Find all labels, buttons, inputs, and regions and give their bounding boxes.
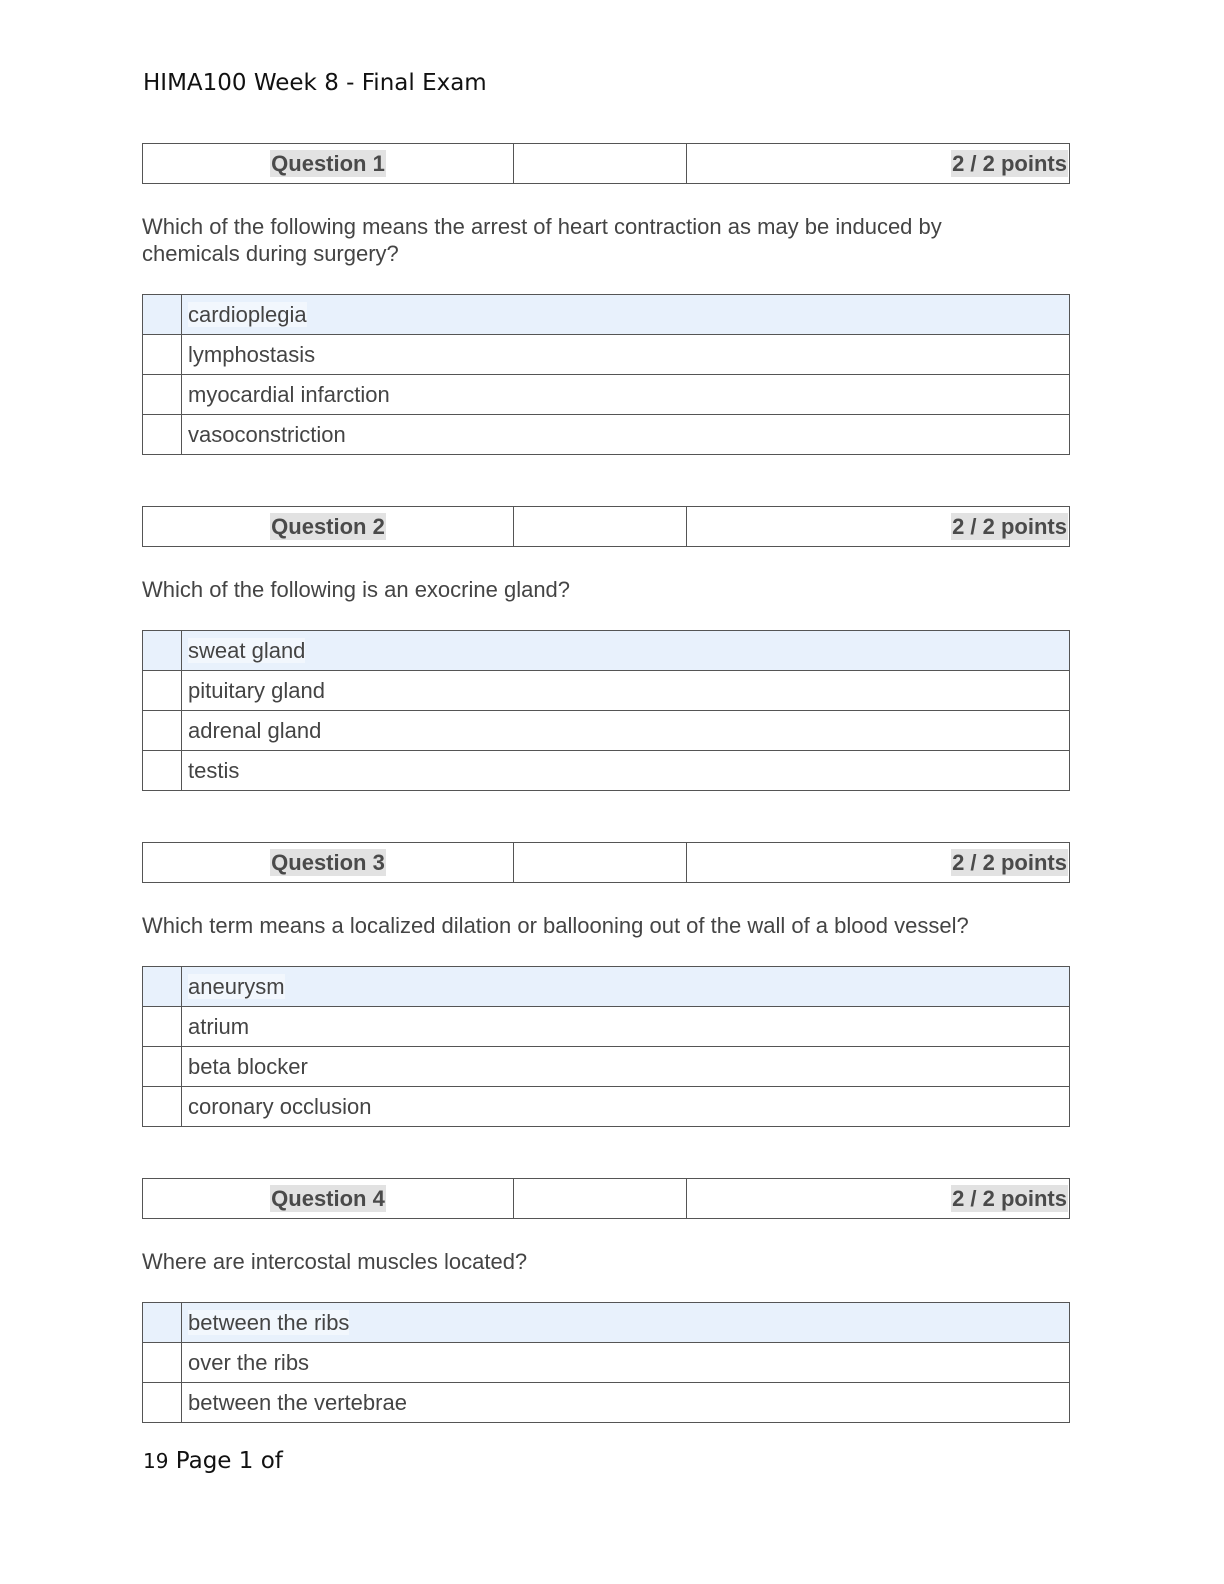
answer-marker — [143, 967, 182, 1007]
answer-marker — [143, 1047, 182, 1087]
answer-marker — [143, 751, 182, 791]
answer-option[interactable] — [143, 1343, 1070, 1383]
answer-option[interactable] — [143, 1007, 1070, 1047]
question-label: Question 3 — [271, 849, 385, 875]
answer-option[interactable] — [143, 335, 1070, 375]
question-header — [142, 1178, 1070, 1219]
question-3 — [142, 842, 1070, 1127]
answer-text: sweat gland — [188, 637, 306, 663]
answer-option[interactable] — [143, 1383, 1070, 1423]
question-header — [142, 842, 1070, 883]
answer-marker — [143, 711, 182, 751]
answer-text: vasoconstriction — [188, 421, 346, 447]
question-points: 2 / 2 points — [952, 513, 1067, 539]
answer-text: myocardial infarction — [188, 381, 390, 407]
answer-text: beta blocker — [188, 1053, 308, 1079]
question-label: Question 2 — [271, 513, 385, 539]
answer-marker — [143, 335, 182, 375]
answer-list — [142, 966, 1070, 1127]
answer-text: between the vertebrae — [188, 1389, 407, 1415]
answer-option[interactable] — [143, 751, 1070, 791]
question-text: Which term means a localized dilation or ballooning out of the wall of a blood vessel? — [142, 913, 969, 938]
answer-text: pituitary gland — [188, 677, 325, 703]
question-2 — [142, 506, 1070, 791]
answer-list — [142, 1302, 1070, 1423]
page-title: HIMA100 Week 8 - Final Exam — [143, 70, 487, 96]
answer-marker — [143, 375, 182, 415]
answer-text: between the ribs — [188, 1309, 350, 1335]
answer-option[interactable] — [143, 711, 1070, 751]
answer-option[interactable] — [143, 1047, 1070, 1087]
answer-list — [142, 294, 1070, 455]
answer-text: over the ribs — [188, 1349, 310, 1375]
answer-text: testis — [188, 757, 240, 783]
answer-marker — [143, 295, 182, 335]
answer-option[interactable] — [143, 671, 1070, 711]
question-points: 2 / 2 points — [952, 1185, 1067, 1211]
answer-text: lymphostasis — [188, 341, 316, 367]
answer-option[interactable] — [143, 415, 1070, 455]
question-header — [142, 143, 1070, 184]
answer-marker — [143, 1303, 182, 1343]
answer-text: adrenal gland — [188, 717, 322, 743]
question-4 — [142, 1178, 1070, 1423]
answer-marker — [143, 1087, 182, 1127]
answer-marker — [143, 671, 182, 711]
answer-option-selected[interactable] — [143, 631, 1070, 671]
answer-option[interactable] — [143, 1087, 1070, 1127]
answer-text: coronary occlusion — [188, 1093, 372, 1119]
answer-marker — [143, 1383, 182, 1423]
question-header — [142, 506, 1070, 547]
answer-option-selected[interactable] — [143, 1303, 1070, 1343]
answer-marker — [143, 1007, 182, 1047]
question-points: 2 / 2 points — [952, 849, 1067, 875]
question-label: Question 1 — [271, 150, 385, 176]
page-number: 19 — [143, 1449, 169, 1473]
question-1 — [142, 143, 1070, 455]
answer-option[interactable] — [143, 375, 1070, 415]
answer-text: cardioplegia — [188, 301, 307, 327]
answer-marker — [143, 1343, 182, 1383]
page-footer — [143, 1448, 283, 1474]
answer-marker — [143, 415, 182, 455]
answer-list — [142, 630, 1070, 791]
answer-marker — [143, 631, 182, 671]
page-label: Page 1 of — [175, 1448, 283, 1474]
answer-text: aneurysm — [188, 973, 285, 999]
question-text: Which of the following means the arrest of heart contraction as may be induced by chemicals during surgery? — [142, 214, 942, 266]
answer-option-selected[interactable] — [143, 295, 1070, 335]
answer-option-selected[interactable] — [143, 967, 1070, 1007]
question-label: Question 4 — [271, 1185, 385, 1211]
question-points: 2 / 2 points — [952, 150, 1067, 176]
answer-text: atrium — [188, 1013, 250, 1039]
question-text: Where are intercostal muscles located? — [142, 1249, 528, 1274]
question-text: Which of the following is an exocrine gland? — [142, 577, 571, 602]
